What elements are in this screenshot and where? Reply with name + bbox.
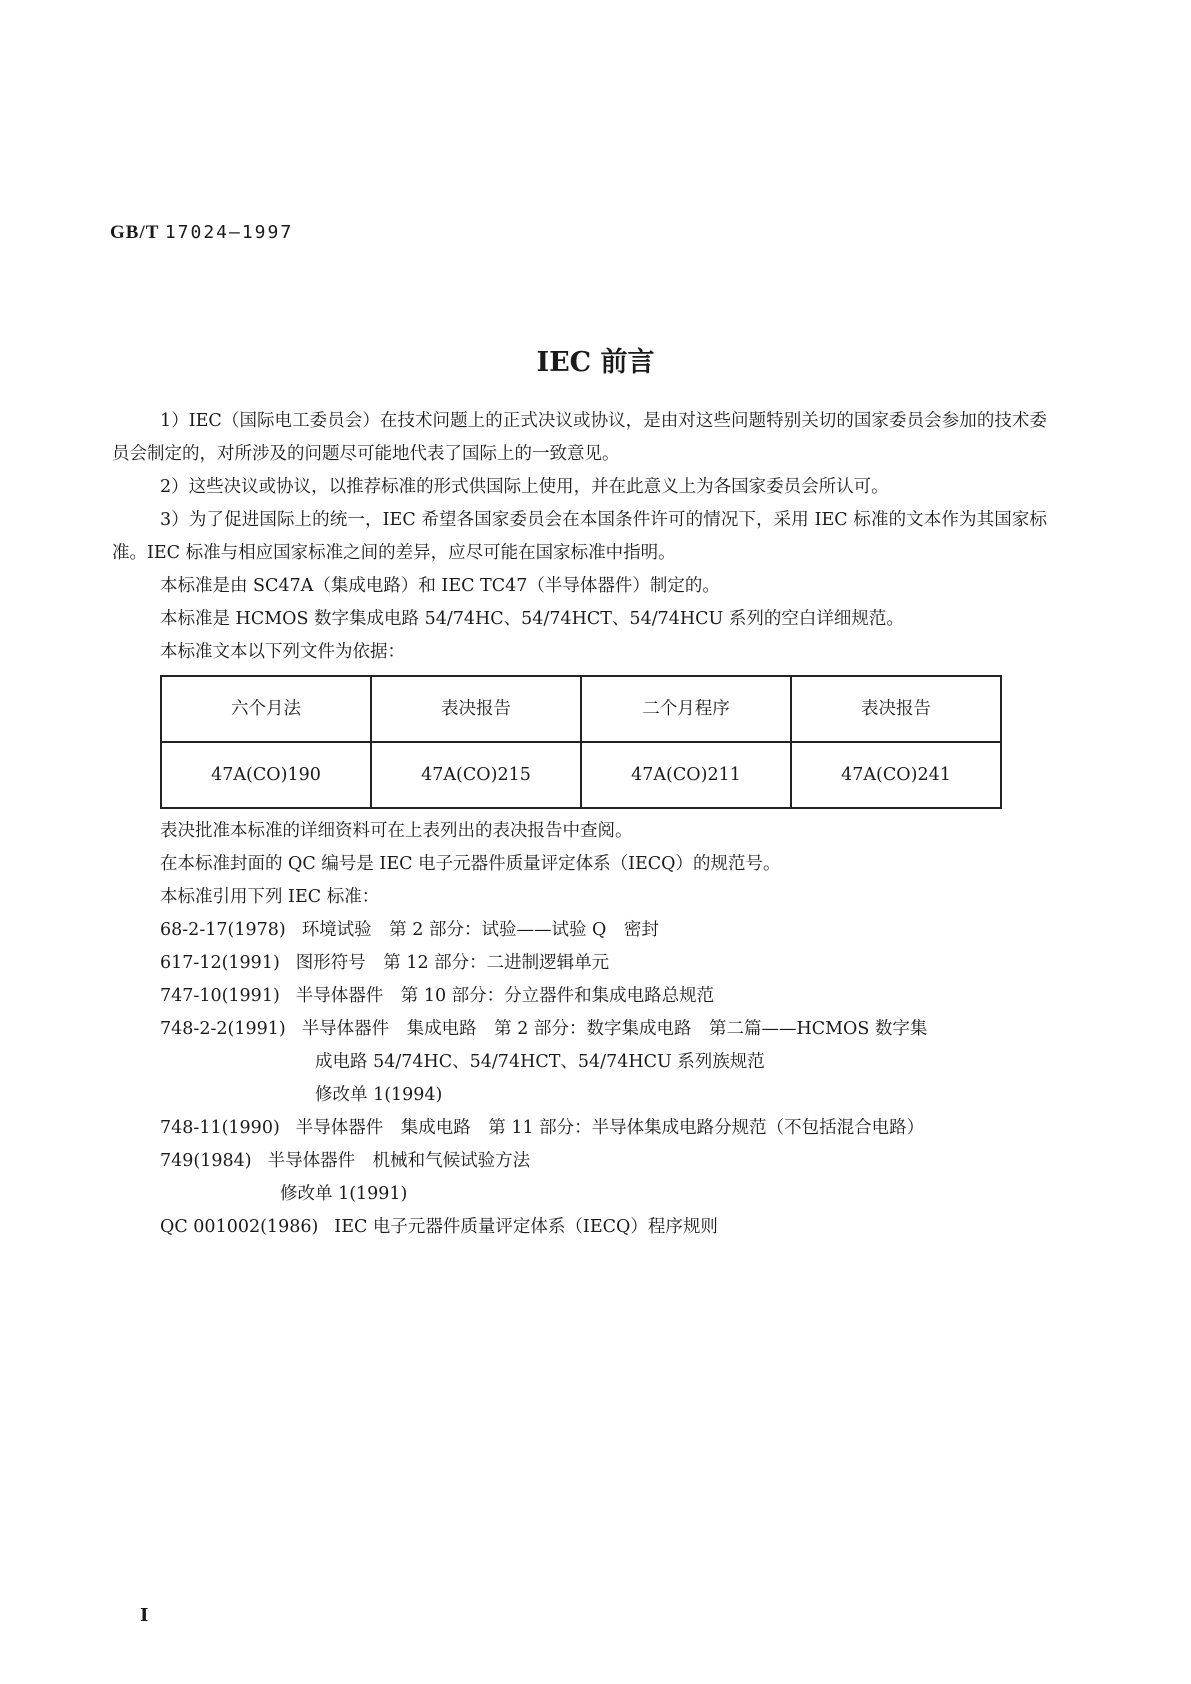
basis-header-cell: 二个月程序 <box>581 676 791 742</box>
reference-title: 半导体器件 机械和气候试验方法 <box>267 1151 531 1171</box>
paragraph-1: 1）IEC（国际电工委员会）在技术问题上的正式决议或协议，是由对这些问题特别关切的国家委员会参加的技术委员会制定的，对所涉及的问题尽可能地代表了国际上的一致意见。 <box>112 411 1047 464</box>
paragraph-8: 在本标准封面的 QC 编号是 IEC 电子元器件质量评定体系（IECQ）的规范号。 <box>160 854 781 874</box>
reference-code: 617-12(1991) <box>160 953 280 973</box>
basis-value-cell: 47A(CO)215 <box>371 742 581 808</box>
basis-value-cell: 47A(CO)241 <box>791 742 1001 808</box>
reference-item <box>112 914 1047 947</box>
reference-continuation: 修改单 1(1994) <box>315 1085 443 1105</box>
basis-table-header-row <box>161 676 1001 742</box>
basis-table-value-row <box>161 742 1001 808</box>
paragraph-2: 2）这些决议或协议，以推荐标准的形式供国际上使用，并在此意义上为各国家委员会所认可。 <box>160 477 889 497</box>
basis-header-cell: 六个月法 <box>161 676 371 742</box>
reference-item <box>112 1145 1047 1178</box>
reference-item <box>112 947 1047 980</box>
standard-code <box>110 222 293 244</box>
reference-code: 748-11(1990) <box>160 1118 280 1138</box>
reference-code: 749(1984) <box>160 1151 252 1171</box>
basis-header-cell: 表决报告 <box>371 676 581 742</box>
reference-code: 747-10(1991) <box>160 986 280 1006</box>
paragraph-5: 本标准是 HCMOS 数字集成电路 54/74HC、54/74HCT、54/74HCU 系列的空白详细规范。 <box>160 609 904 629</box>
document-body <box>112 405 1047 1244</box>
basis-header-cell: 表决报告 <box>791 676 1001 742</box>
paragraph-7: 表决批准本标准的详细资料可在上表列出的表决报告中查阅。 <box>160 821 633 841</box>
reference-item <box>112 1112 1047 1145</box>
paragraph-3: 3）为了促进国际上的统一，IEC 希望各国家委员会在本国条件许可的情况下，采用 IEC 标准的文本作为其国家标准。IEC 标准与相应国家标准之间的差异，应尽可能在国家标准中指明。 <box>112 510 1047 563</box>
paragraph-4: 本标准是由 SC47A（集成电路）和 IEC TC47（半导体器件）制定的。 <box>160 576 720 596</box>
reference-list <box>112 914 1047 1244</box>
reference-code: 68-2-17(1978) <box>160 920 286 940</box>
reference-title: IEC 电子元器件质量评定体系（IECQ）程序规则 <box>334 1217 718 1237</box>
page-title: IEC 前言 <box>536 347 655 378</box>
reference-item <box>112 1211 1047 1244</box>
standard-code-number: 17024—1997 <box>164 222 294 243</box>
reference-title: 半导体器件 集成电路 第 11 部分：半导体集成电路分规范（不包括混合电路） <box>295 1118 925 1138</box>
reference-title: 半导体器件 集成电路 第 2 部分：数字集成电路 第二篇——HCMOS 数字集 <box>301 1019 928 1039</box>
basis-value-cell: 47A(CO)190 <box>161 742 371 808</box>
reference-code: 748-2-2(1991) <box>160 1019 286 1039</box>
basis-table <box>160 675 1002 809</box>
page-number: I <box>140 1605 149 1626</box>
paragraph-9: 本标准引用下列 IEC 标准： <box>160 887 380 907</box>
reference-item <box>112 1013 1047 1046</box>
reference-continuation: 成电路 54/74HC、54/74HCT、54/74HCU 系列族规范 <box>315 1052 765 1072</box>
reference-title: 图形符号 第 12 部分：二进制逻辑单元 <box>295 953 610 973</box>
reference-item <box>112 980 1047 1013</box>
reference-code: QC 001002(1986) <box>160 1217 319 1237</box>
reference-title: 半导体器件 第 10 部分：分立器件和集成电路总规范 <box>295 986 715 1006</box>
basis-value-cell: 47A(CO)211 <box>581 742 791 808</box>
reference-title: 环境试验 第 2 部分：试验——试验 Q 密封 <box>301 920 659 940</box>
reference-continuation: 修改单 1(1991) <box>280 1184 408 1204</box>
paragraph-6: 本标准文本以下列文件为依据： <box>160 642 405 662</box>
standard-code-prefix: GB/T <box>110 222 160 243</box>
